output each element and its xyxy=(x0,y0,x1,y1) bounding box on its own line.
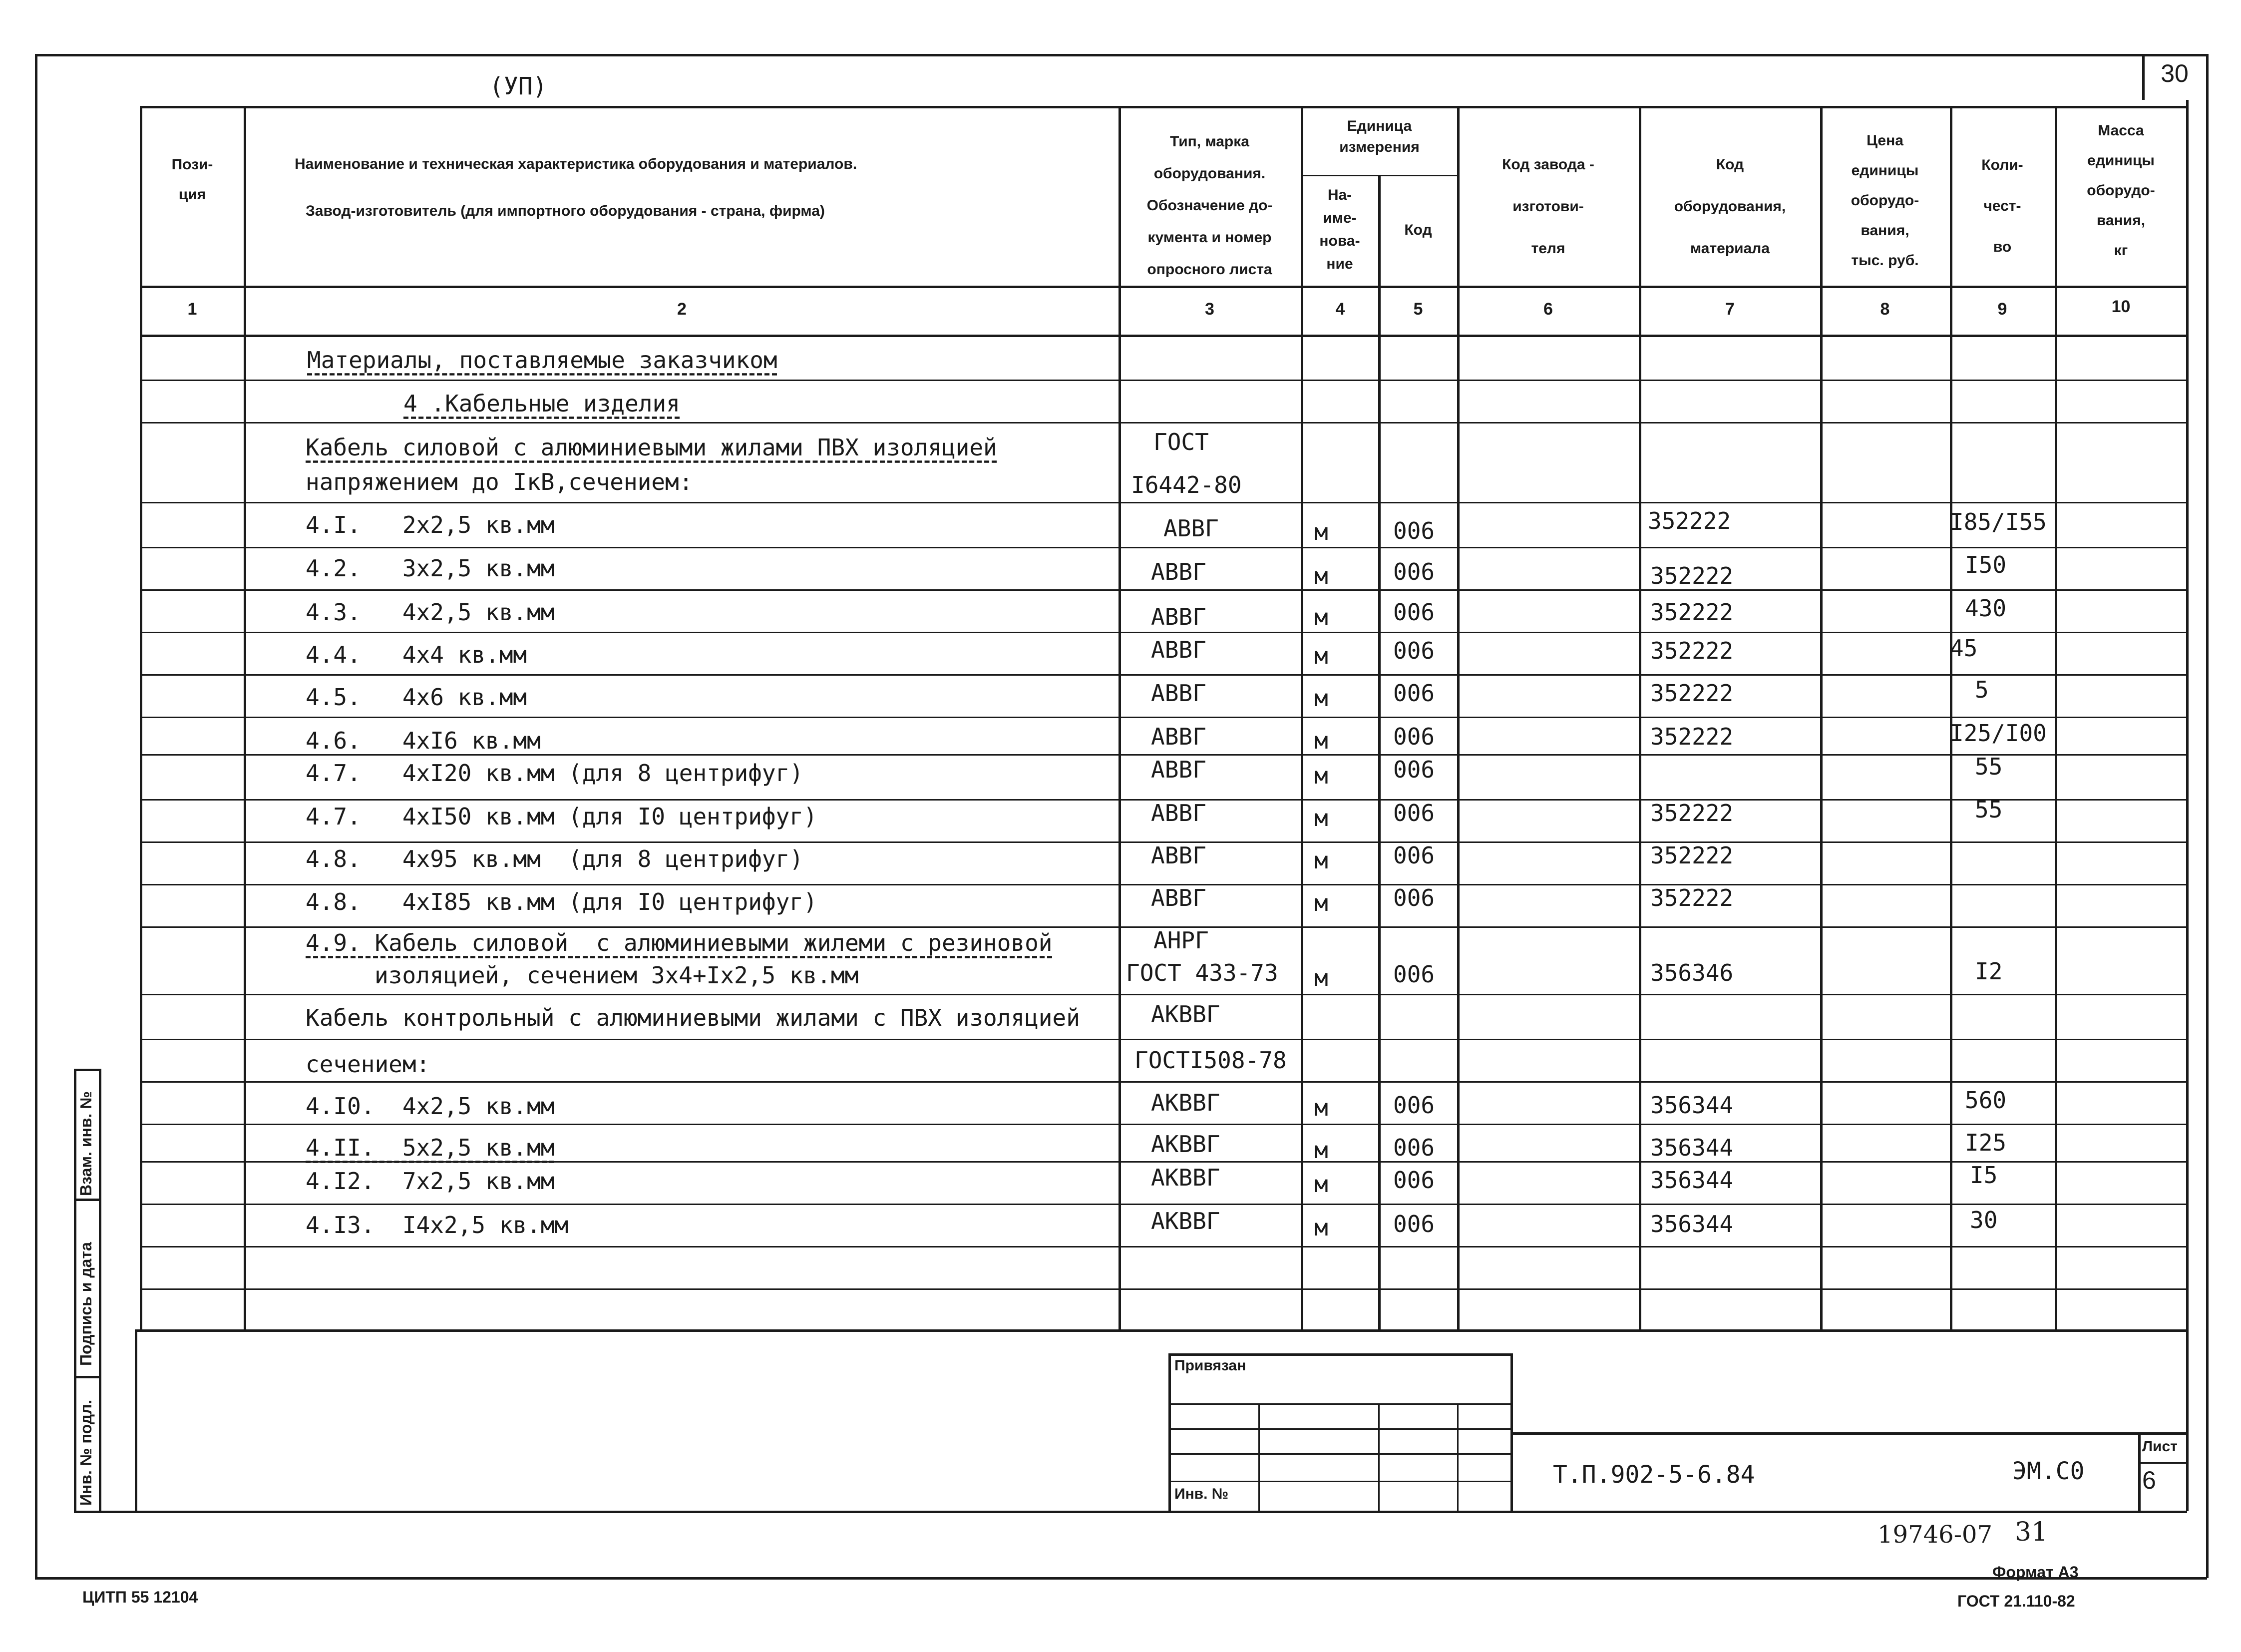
row-code: 006 xyxy=(1393,884,1435,911)
row-code: 006 xyxy=(1393,1211,1435,1238)
row-name: 4.3. 4x2,5 кв.мм xyxy=(306,599,555,626)
row-name: 4.II. 5x2,5 кв.мм xyxy=(306,1134,555,1161)
col-header-price xyxy=(1823,126,1947,276)
row-code: 006 xyxy=(1393,637,1435,664)
row-type: АКВВГ xyxy=(1151,1131,1220,1158)
row-name: Кабель контрольный с алюминиевыми жилами с ПВХ изоляцией xyxy=(306,1004,1080,1031)
col-number: 3 xyxy=(1205,300,1214,319)
row-unit: м xyxy=(1314,562,1328,589)
row-name: Материалы, поставляемые заказчиком xyxy=(307,347,777,374)
stamp-doc-code: Т.П.902-5-6.84 xyxy=(1553,1461,1755,1489)
row-name: 4.7. 4xI50 кв.мм (для I0 центрифуг) xyxy=(306,803,817,830)
row-unit: м xyxy=(1314,847,1328,874)
row-mcode: 356344 xyxy=(1650,1211,1734,1238)
row-code: 006 xyxy=(1393,961,1435,988)
col-header-type xyxy=(1121,126,1298,286)
row-mcode: 356346 xyxy=(1650,959,1734,986)
row-code: 006 xyxy=(1393,1167,1435,1194)
row-name: 4.8. 4xI85 кв.мм (для I0 центрифуг) xyxy=(306,888,817,915)
row-qty: 560 xyxy=(1965,1087,2007,1114)
row-name: 4.8. 4x95 кв.мм (для 8 центрифуг) xyxy=(306,845,803,872)
row-name: изоляцией, сечением 3x4+Ix2,5 кв.мм xyxy=(374,962,859,989)
row-name: 4.I0. 4x2,5 кв.мм xyxy=(306,1093,555,1120)
row-type: I6442-80 xyxy=(1131,471,1242,498)
row-code: 006 xyxy=(1393,558,1435,585)
row-name: 4.I2. 7x2,5 кв.мм xyxy=(306,1168,555,1195)
row-unit: м xyxy=(1314,642,1328,669)
col5-text: Код xyxy=(1404,222,1432,238)
row-type: АВВГ xyxy=(1151,800,1206,826)
col2-line2: Завод-изготовитель (для импортного оборудования - страна, фирма) xyxy=(306,203,825,219)
side-label-podpis: Подпись и дата xyxy=(77,1242,95,1366)
col-header-equip-code xyxy=(1641,144,1819,270)
row-mcode: 352222 xyxy=(1650,680,1734,707)
row-name: 4.2. 3x2,5 кв.мм xyxy=(306,555,555,582)
stamp-privyazan: Привязан xyxy=(1174,1357,1246,1374)
side-label-vzam: Взам. инв. № xyxy=(77,1091,95,1196)
row-type: АКВВГ xyxy=(1151,1089,1220,1116)
col-header-unit xyxy=(1303,116,1456,158)
col3-text: Тип, марка оборудования. Обозначение до- кумента и номер опросного листа xyxy=(1146,133,1273,278)
col-number: 4 xyxy=(1335,300,1345,319)
row-type: АВВГ xyxy=(1163,515,1219,542)
row-qty: 55 xyxy=(1975,796,2003,823)
col1-text: Пози- ция xyxy=(171,156,213,203)
row-code: 006 xyxy=(1393,1092,1435,1119)
row-name: 4.4. 4x4 кв.мм xyxy=(306,641,527,668)
row-type: АВВГ xyxy=(1151,680,1206,707)
col45-text: Единица измерения xyxy=(1339,118,1420,155)
row-qty: I5 xyxy=(1970,1162,1998,1189)
row-code: 006 xyxy=(1393,756,1435,783)
row-mcode: 352222 xyxy=(1650,884,1734,911)
row-type: АВВГ xyxy=(1151,723,1206,750)
side-label-inv: Инв. № подл. xyxy=(77,1399,95,1506)
col-number: 6 xyxy=(1543,300,1553,319)
row-name: 4.5. 4x6 кв.мм xyxy=(306,684,527,711)
col-header-factory xyxy=(1460,144,1637,270)
row-unit: м xyxy=(1314,762,1328,789)
row-type: АКВВГ xyxy=(1151,1001,1220,1028)
col-header-unit-code xyxy=(1381,216,1456,245)
col-header-name xyxy=(250,150,1114,226)
row-type: АВВГ xyxy=(1151,756,1206,783)
row-name: 4.9. Кабель силовой с алюминиевыми жилеми с резиновой xyxy=(306,929,1053,956)
row-mcode: 356344 xyxy=(1650,1167,1734,1194)
row-name: сечением: xyxy=(306,1051,430,1078)
row-unit: м xyxy=(1314,964,1328,991)
row-code: 006 xyxy=(1393,1134,1435,1161)
row-mcode: 352222 xyxy=(1650,842,1734,869)
col6-text: Код завода - изготови- теля xyxy=(1502,156,1594,257)
col10-text: Масса единицы оборудо- вания, кг xyxy=(2087,122,2155,259)
col-number: 7 xyxy=(1725,300,1735,319)
col-header-mass xyxy=(2057,116,2185,266)
handwritten-ref: 19746-07 xyxy=(1877,1521,1992,1549)
row-qty: I2 xyxy=(1975,958,2003,985)
row-mcode: 352222 xyxy=(1650,800,1734,826)
row-qty: 45 xyxy=(1950,635,1978,662)
row-code: 006 xyxy=(1393,723,1435,750)
col-header-position xyxy=(142,150,242,210)
col-number: 8 xyxy=(1880,300,1890,319)
row-code: 006 xyxy=(1393,800,1435,826)
handwritten-page: 31 xyxy=(2015,1517,2048,1547)
row-type: АКВВГ xyxy=(1151,1164,1220,1191)
row-mcode: 352222 xyxy=(1650,599,1734,626)
row-type: ГОСТI508-78 xyxy=(1134,1047,1287,1074)
footer-left: ЦИТП 55 12104 xyxy=(82,1588,198,1606)
row-unit: м xyxy=(1314,518,1328,545)
row-mcode: 356344 xyxy=(1650,1092,1734,1119)
row-code: 006 xyxy=(1393,599,1435,626)
col-number: 9 xyxy=(1997,300,2007,319)
format-label: Формат А3 xyxy=(1992,1563,2079,1581)
gost-label: ГОСТ 21.110-82 xyxy=(1957,1592,2075,1610)
row-name: Кабель силовой с алюминиевыми жилами ПВХ изоляцией xyxy=(306,434,997,461)
row-unit: м xyxy=(1314,805,1328,831)
row-mcode: 352222 xyxy=(1650,562,1734,589)
row-unit: м xyxy=(1314,1214,1328,1241)
row-name: напряжением до IкВ,сечением: xyxy=(306,468,693,495)
row-qty: I25 xyxy=(1965,1129,2007,1156)
col9-text: Коли- чест- во xyxy=(1981,157,2023,255)
row-unit: м xyxy=(1314,685,1328,712)
row-unit: м xyxy=(1314,1094,1328,1121)
col-number: 1 xyxy=(187,300,197,319)
stamp-section: ЭМ.С0 xyxy=(2012,1457,2085,1485)
row-name: 4.6. 4xI6 кв.мм xyxy=(306,727,541,754)
stamp-list-number: 6 xyxy=(2142,1466,2156,1494)
stamp-list-label: Лист xyxy=(2142,1438,2178,1455)
sheet-number-top: 30 xyxy=(2161,59,2189,87)
stamp-inv-no: Инв. № xyxy=(1174,1486,1229,1502)
row-qty: I50 xyxy=(1965,551,2007,578)
row-type: АВВГ xyxy=(1151,558,1206,585)
row-code: 006 xyxy=(1393,842,1435,869)
row-qty: 30 xyxy=(1970,1207,1998,1234)
row-unit: м xyxy=(1314,604,1328,631)
header-tag: (УП) xyxy=(489,72,547,100)
row-type: АКВВГ xyxy=(1151,1208,1220,1235)
row-unit: м xyxy=(1314,889,1328,916)
row-type: ГОСТ 433-73 xyxy=(1126,959,1278,986)
col-number: 5 xyxy=(1413,300,1423,319)
row-type: ГОСТ xyxy=(1153,428,1209,455)
row-mcode: 352222 xyxy=(1650,723,1734,750)
row-type: АВВГ xyxy=(1151,842,1206,869)
row-unit: м xyxy=(1314,1137,1328,1164)
row-mcode: 356344 xyxy=(1650,1134,1734,1161)
row-unit: м xyxy=(1314,1171,1328,1198)
row-name: 4.7. 4xI20 кв.мм (для 8 центрифуг) xyxy=(306,760,803,787)
col-header-unit-name xyxy=(1302,184,1377,276)
col-header-qty xyxy=(1952,145,2052,268)
row-code: 006 xyxy=(1393,680,1435,707)
row-qty: I85/I55 xyxy=(1950,508,2047,535)
row-mcode: 352222 xyxy=(1648,507,1731,534)
row-type: АВВГ xyxy=(1151,636,1206,663)
col7-text: Код оборудования, материала xyxy=(1674,156,1786,257)
row-name: 4 .Кабельные изделия xyxy=(403,390,680,417)
col2-line1: Наименование и техническая характеристика оборудования и материалов. xyxy=(295,156,857,172)
row-qty: 5 xyxy=(1975,676,1989,703)
row-qty: I25/I00 xyxy=(1950,720,2047,747)
row-name: 4.I. 2x2,5 кв.мм xyxy=(306,511,555,538)
row-type: АВВГ xyxy=(1151,603,1206,630)
col8-text: Цена единицы оборудо- вания, тыс. руб. xyxy=(1851,132,1919,269)
row-unit: м xyxy=(1314,727,1328,754)
row-qty: 55 xyxy=(1975,753,2003,780)
row-code: 006 xyxy=(1393,517,1435,544)
col-number: 2 xyxy=(677,300,687,319)
col4-text: На- име- нова- ние xyxy=(1319,187,1360,272)
row-type: АВВГ xyxy=(1151,884,1206,911)
row-qty: 430 xyxy=(1965,595,2007,622)
row-mcode: 352222 xyxy=(1650,637,1734,664)
row-type: АНРГ xyxy=(1153,927,1209,954)
row-name: 4.I3. I4x2,5 кв.мм xyxy=(306,1212,569,1239)
col-number: 10 xyxy=(2111,297,2131,316)
